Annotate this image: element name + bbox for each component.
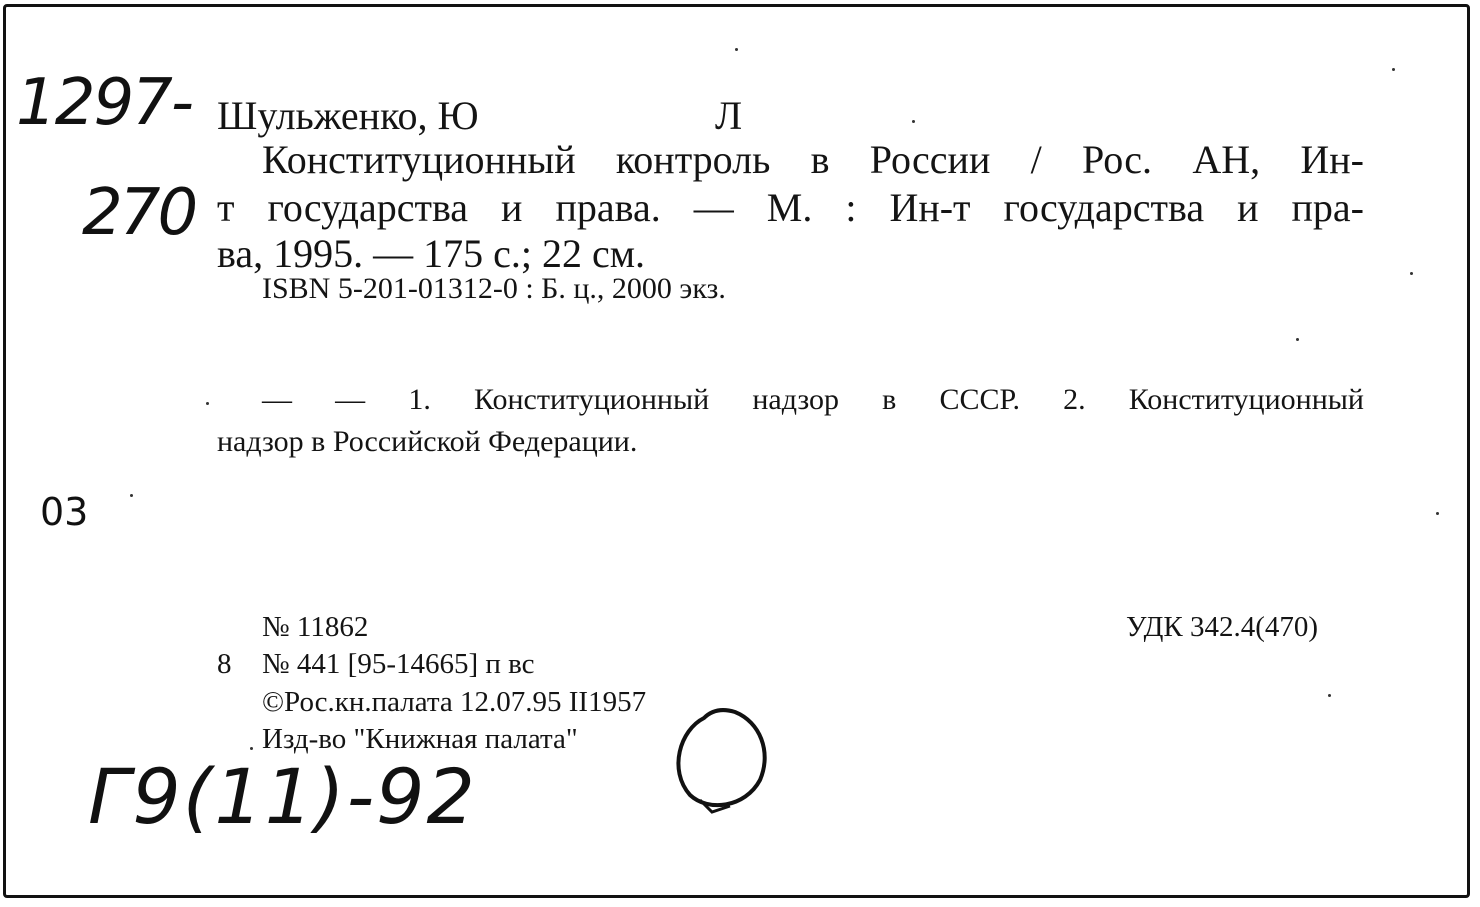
- handwritten-mark-03: 03: [40, 490, 89, 534]
- scan-speck: [130, 494, 133, 497]
- isbn-line: ISBN 5-201-01312-0 : Б. ц., 2000 экз.: [262, 272, 726, 305]
- scan-speck: [1328, 694, 1331, 697]
- publisher-line: Изд-во "Книжная палата": [262, 723, 578, 755]
- scan-speck: [735, 48, 738, 51]
- scan-speck: [1410, 272, 1413, 275]
- circle-stamp-mark: [678, 710, 764, 805]
- copyright-line: ©Рос.кн.палата 12.07.95 II1957: [262, 686, 647, 718]
- handwritten-bottom-note: Г9(11)-92: [88, 752, 477, 841]
- prefix-digit: 8: [217, 648, 232, 680]
- handwritten-shelfmark-1: 1297-: [16, 66, 192, 140]
- record-number-2: № 441 [95-14665] п вс: [262, 648, 535, 680]
- udk-code: УДК 342.4(470): [1126, 611, 1319, 643]
- scan-speck: [1296, 338, 1299, 341]
- author-name: Шульженко, Ю: [217, 93, 479, 138]
- title-line-3: ва, 1995. — 175 с.; 22 см.: [217, 231, 646, 276]
- record-number: № 11862: [262, 611, 369, 643]
- scan-speck: [1436, 512, 1439, 515]
- title-line-2: т государства и права. — М. : Ин-т государства и пра-: [217, 185, 1364, 230]
- title-line-1: Конституционный контроль в России / Рос. АН, Ин-: [262, 137, 1364, 182]
- scan-speck: [206, 402, 209, 405]
- scan-speck: [1392, 68, 1395, 71]
- author-initial: Л: [715, 93, 743, 138]
- subject-line-1: — — 1. Конституционный надзор в СССР. 2. Конституционный: [262, 383, 1364, 416]
- subject-line-2: надзор в Российской Федерации.: [217, 425, 638, 458]
- scan-speck: [250, 747, 253, 750]
- scan-speck: [912, 120, 915, 123]
- handwritten-shelfmark-2: 270: [82, 176, 196, 250]
